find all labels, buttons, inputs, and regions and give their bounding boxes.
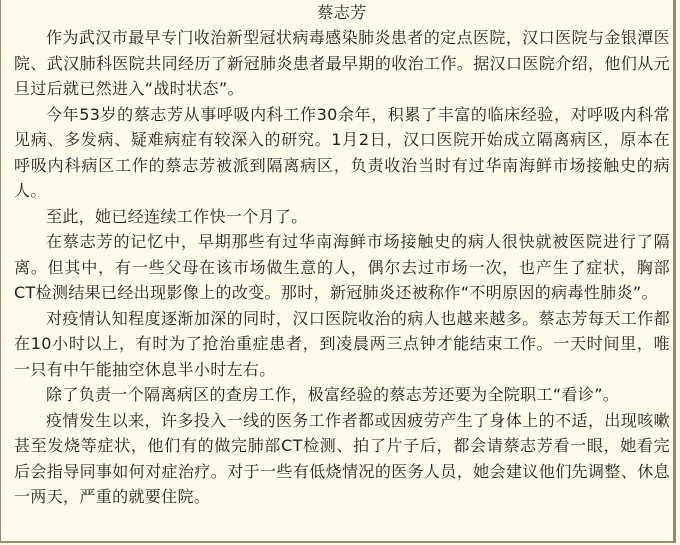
article-title: 蔡志芳 bbox=[317, 3, 367, 22]
paragraph: 在蔡志芳的记忆中，早期那些有过华南海鲜市场接触史的病人很快就被医院进行了隔离。但其中，有一些父母在该市场做生意的人，偶尔去过市场一次，也产生了症状，胸部CT检测结果已经出现影像上的改变。那时，新冠肺炎还被称作“不明原因的病毒性肺炎”。 bbox=[14, 232, 670, 302]
paragraph: 疫情发生以来，许多投入一线的医务工作者都或因疲劳产生了身体上的不适，出现咳嗽甚至发烧等症状，他们有的做完肺部CT检测、拍了片子后，都会请蔡志芳看一眼，她看完后会指导同事如何对症治疗。对于一些有低烧情况的医务人员，她会建议他们先调整、休息一两天，严重的就要住院。 bbox=[14, 410, 670, 506]
paragraph: 今年53岁的蔡志芳从事呼吸内科工作30余年，积累了丰富的临床经验，对呼吸内科常见病、多发病、疑难病症有较深入的研究。1月2日，汉口医院开始成立隔离病区，原本在呼吸内科病区工作的蔡志芳被派到隔离病区，负责收治当时有过华南海鲜市场接触史的病人。 bbox=[14, 104, 670, 200]
paragraph: 至此，她已经连续工作快一个月了。 bbox=[46, 206, 308, 226]
paragraph: 对疫情认知程度逐渐加深的同时，汉口医院收治的病人也越来越多。蔡志芳每天工作都在10小时以上，有时为了抢治重症患者，到凌晨两三点钟才能结束工作。一天时间里，唯一只有中午能抽空休息半小时左右。 bbox=[14, 308, 670, 379]
paragraph: 除了负责一个隔离病区的查房工作，极富经验的蔡志芳还要为全院职工“看诊”。 bbox=[46, 385, 620, 404]
article-body bbox=[14, 0, 670, 510]
paragraph: 作为武汉市最早专门收治新型冠状病毒感染肺炎患者的定点医院，汉口医院与金银潭医院、武汉肺科医院共同经历了新冠肺炎患者最早期的收治工作。据汉口医院介绍，他们从元旦过后就已然进入“战时状态”。 bbox=[14, 28, 670, 98]
